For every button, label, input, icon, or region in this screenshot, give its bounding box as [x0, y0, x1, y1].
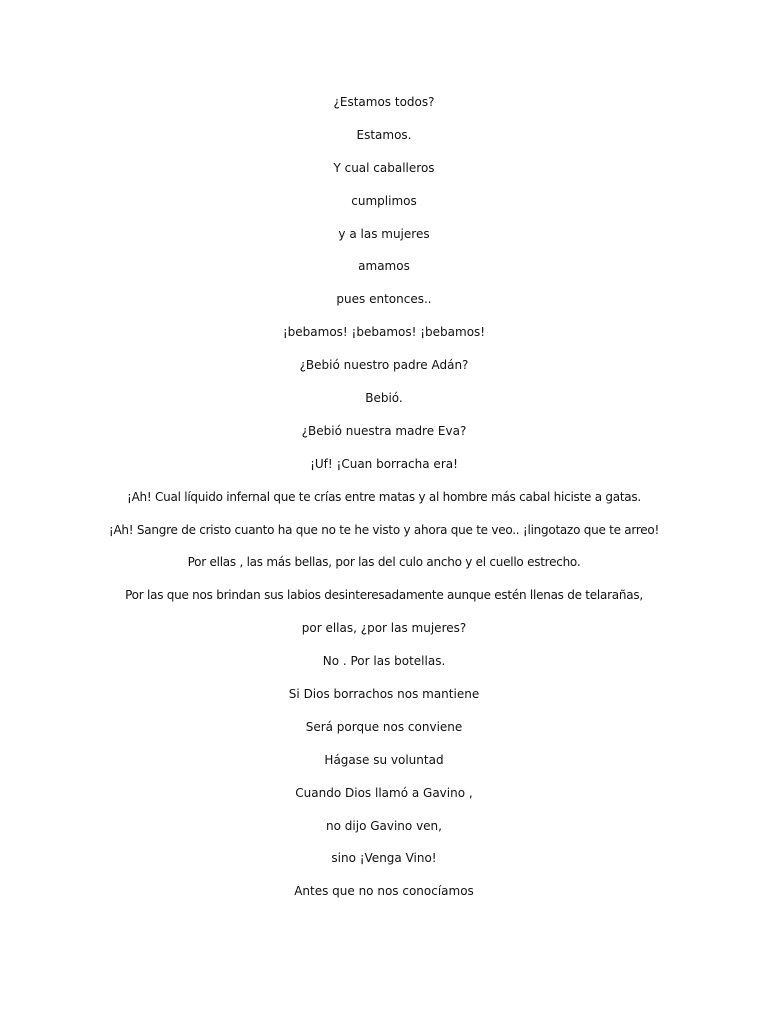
text-line: cumplimos	[351, 193, 417, 208]
text-line: ¡Ah! Cual líquido infernal que te crías entre matas y al hombre más cabal hiciste a gatas.	[127, 489, 641, 504]
text-line: ¡Uf! ¡Cuan borracha era!	[310, 456, 458, 471]
text-line: no dijo Gavino ven,	[326, 818, 442, 833]
text-line: Antes que no nos conocíamos	[294, 884, 474, 899]
text-line: Por ellas , las más bellas, por las del culo ancho y el cuello estrecho.	[187, 555, 581, 570]
text-line: Si Dios borrachos nos mantiene	[288, 687, 480, 702]
text-line: Y cual caballeros	[333, 160, 435, 175]
text-line: sino ¡Venga Vino!	[331, 851, 437, 866]
text-line: pues entonces..	[336, 292, 432, 307]
text-line: No . Por las botellas.	[322, 654, 446, 669]
text-line: Cuando Dios llamó a Gavino ,	[295, 785, 473, 800]
text-line: y a las mujeres	[338, 226, 430, 241]
poem-text	[0, 92, 768, 914]
text-line: Por las que nos brindan sus labios desinteresadamente aunque estén llenas de telarañas,	[125, 588, 643, 603]
text-line: Hágase su voluntad	[324, 752, 444, 767]
text-line: Será porque nos conviene	[305, 719, 463, 734]
text-line: amamos	[358, 259, 410, 274]
text-line: Estamos.	[356, 127, 412, 142]
text-line: Bebió.	[365, 391, 403, 406]
text-line: ¡bebamos! ¡bebamos! ¡bebamos!	[282, 325, 486, 340]
text-line: ¿Bebió nuestra madre Eva?	[301, 423, 467, 438]
text-line: por ellas, ¿por las mujeres?	[301, 621, 467, 636]
text-line: ¿Bebió nuestro padre Adán?	[299, 358, 469, 373]
text-line: ¿Estamos todos?	[333, 95, 435, 109]
text-line: ¡Ah! Sangre de cristo cuanto ha que no te he visto y ahora que te veo.. ¡lingotazo que te arreo!	[108, 522, 660, 537]
